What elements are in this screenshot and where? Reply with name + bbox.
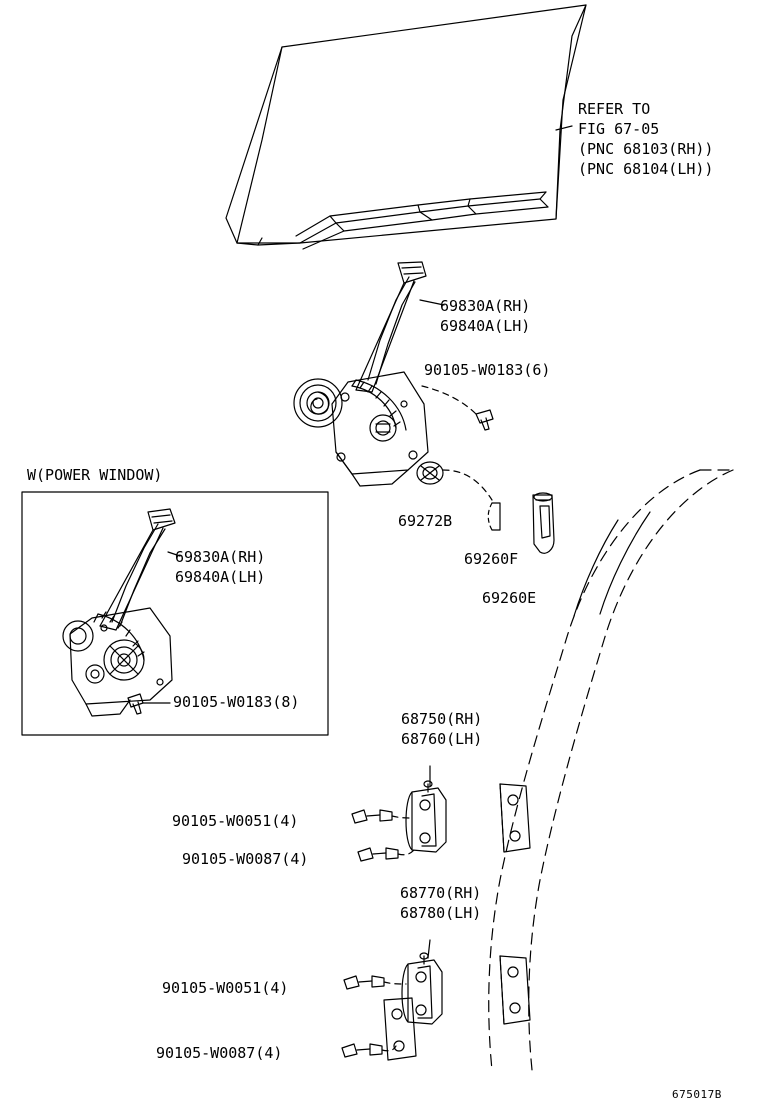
label-69260f: 69260F (464, 550, 519, 568)
inset-bolt-illustration (128, 694, 170, 714)
label-hinge-lower-rh: 68770(RH) (400, 884, 482, 902)
label-hinge-lower-lh: 68780(LH) (400, 904, 482, 922)
label-inset-regulator-lh: 69840A(LH) (175, 568, 266, 586)
grommet-69272b-illustration (417, 462, 443, 484)
label-refer-to-line3: (PNC 68103(RH)) (578, 140, 714, 158)
lower-hinge-bolt-0051 (344, 976, 406, 989)
label-inset-bolt-w0183-8: 90105-W0183(8) (173, 693, 300, 711)
leader-lower-hinge (428, 940, 430, 958)
window-regulator-illustration (294, 262, 428, 486)
label-bolt-w0183-6: 90105-W0183(6) (424, 361, 551, 379)
power-regulator-illustration (63, 509, 175, 716)
door-glass-illustration (226, 5, 586, 249)
upper-hinge-bolt-0087 (358, 848, 414, 861)
label-hinge-upper-lh: 68760(LH) (401, 730, 483, 748)
label-bolt-lower-w0051: 90105-W0051(4) (162, 979, 289, 997)
label-inset-regulator-rh: 69830A(RH) (175, 548, 266, 566)
leader-refer-to (556, 126, 572, 130)
label-bolt-upper-w0051: 90105-W0051(4) (172, 812, 299, 830)
label-bolt-lower-w0087: 90105-W0087(4) (156, 1044, 283, 1062)
label-refer-to-line1: REFER TO (578, 100, 651, 118)
door-frame-solid-edges (574, 512, 650, 616)
window-handle-illustration (443, 470, 554, 553)
label-69260e: 69260E (482, 589, 537, 607)
label-refer-to-line4: (PNC 68104(LH)) (578, 160, 714, 178)
lower-hinge-bolt-0087 (342, 1044, 396, 1057)
bolt-w0183-6-illustration (422, 386, 493, 430)
label-69272b: 69272B (398, 512, 453, 530)
label-refer-to-line2: FIG 67-05 (578, 120, 660, 138)
label-regulator-lh: 69840A(LH) (440, 317, 531, 335)
label-regulator-rh: 69830A(RH) (440, 297, 531, 315)
label-bolt-upper-w0087: 90105-W0087(4) (182, 850, 309, 868)
lower-hinge-illustration (384, 953, 530, 1060)
upper-hinge-illustration (406, 781, 530, 852)
label-hinge-upper-rh: 68750(RH) (401, 710, 483, 728)
inset-title: W(POWER WINDOW) (24, 466, 165, 484)
door-frame-contour (489, 470, 733, 1070)
upper-hinge-bolt-0051 (352, 810, 412, 823)
figure-code: 675017B (672, 1088, 722, 1101)
